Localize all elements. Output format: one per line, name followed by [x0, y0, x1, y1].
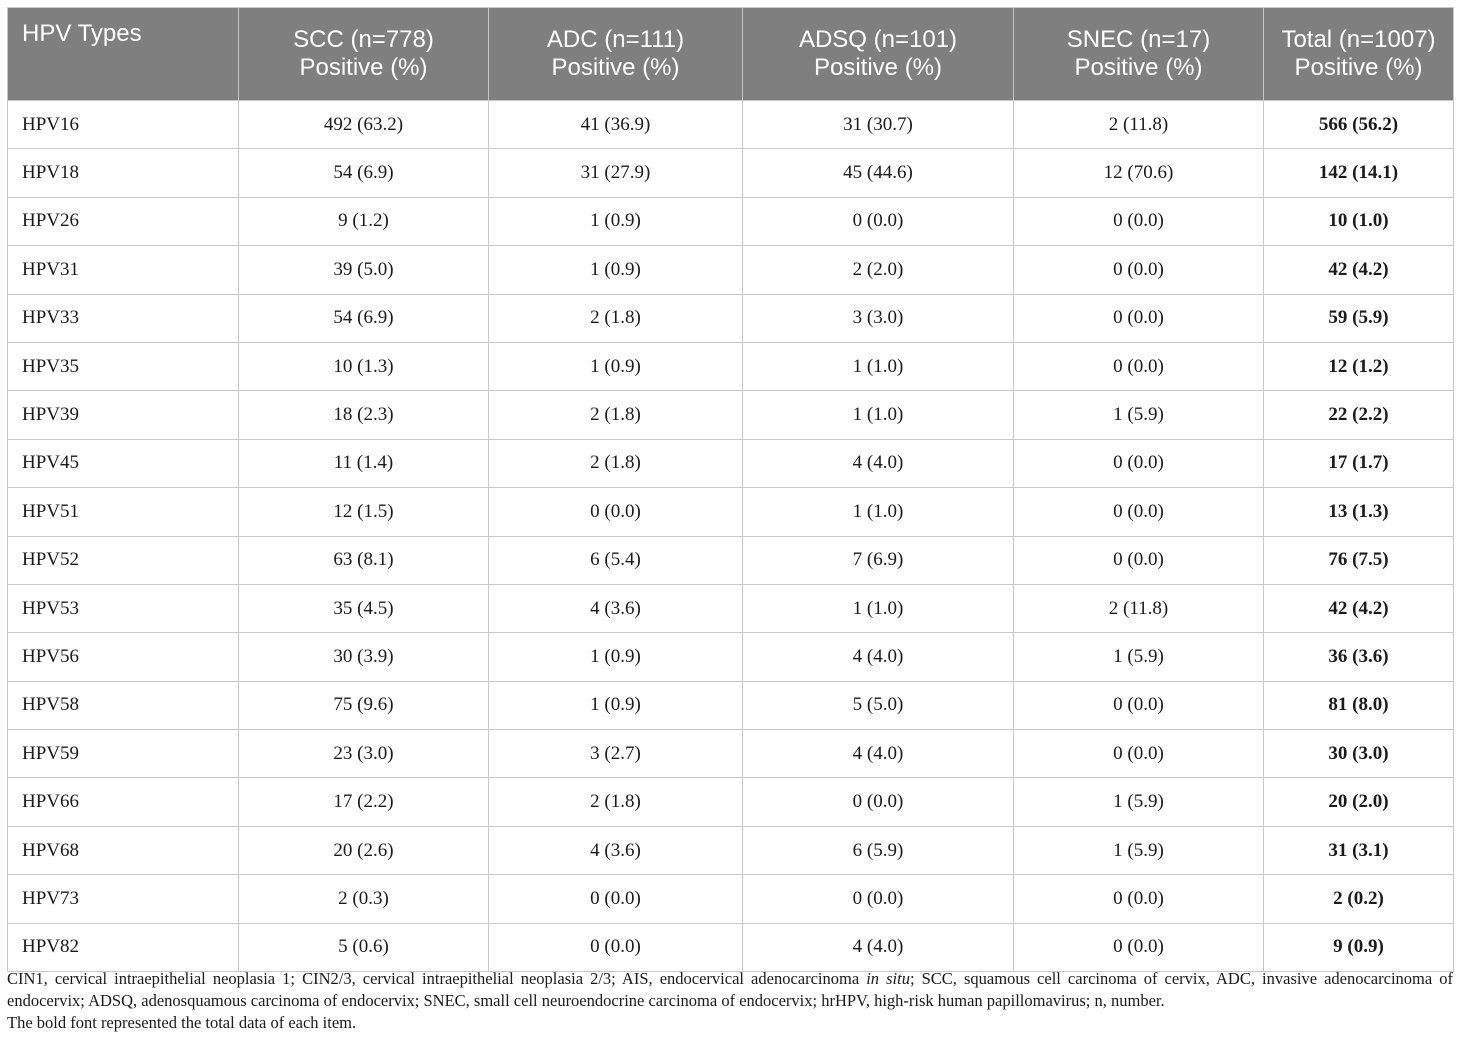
- cell-snec: 0 (0.0): [1014, 875, 1264, 923]
- table-row: [8, 342, 1454, 390]
- cell-total: 566 (56.2): [1264, 101, 1454, 149]
- table-row: [8, 101, 1454, 149]
- cell-snec: 0 (0.0): [1014, 439, 1264, 487]
- cell-adc: 6 (5.4): [489, 536, 743, 584]
- cell-total: 9 (0.9): [1264, 923, 1454, 971]
- table-row: [8, 536, 1454, 584]
- cell-scc: 11 (1.4): [239, 439, 489, 487]
- cell-scc: 9 (1.2): [239, 197, 489, 245]
- cell-total: 76 (7.5): [1264, 536, 1454, 584]
- cell-snec: 0 (0.0): [1014, 730, 1264, 778]
- cell-type: HPV73: [8, 875, 239, 923]
- table-row: [8, 294, 1454, 342]
- cell-type: HPV39: [8, 391, 239, 439]
- cell-adsq: 0 (0.0): [743, 875, 1014, 923]
- header-total: Total (n=1007) Positive (%): [1264, 8, 1454, 101]
- cell-adsq: 6 (5.9): [743, 826, 1014, 874]
- cell-type: HPV52: [8, 536, 239, 584]
- cell-adc: 0 (0.0): [489, 488, 743, 536]
- cell-type: HPV59: [8, 730, 239, 778]
- cell-snec: 1 (5.9): [1014, 633, 1264, 681]
- cell-type: HPV51: [8, 488, 239, 536]
- cell-scc: 20 (2.6): [239, 826, 489, 874]
- cell-snec: 0 (0.0): [1014, 197, 1264, 245]
- cell-snec: 0 (0.0): [1014, 681, 1264, 729]
- cell-scc: 492 (63.2): [239, 101, 489, 149]
- table-row: [8, 584, 1454, 632]
- table-header: [8, 8, 1454, 101]
- cell-total: 13 (1.3): [1264, 488, 1454, 536]
- table-body: [8, 101, 1454, 972]
- cell-total: 22 (2.2): [1264, 391, 1454, 439]
- table-row: [8, 730, 1454, 778]
- cell-total: 36 (3.6): [1264, 633, 1454, 681]
- cell-scc: 35 (4.5): [239, 584, 489, 632]
- cell-type: HPV35: [8, 342, 239, 390]
- cell-adsq: 4 (4.0): [743, 923, 1014, 971]
- cell-snec: 0 (0.0): [1014, 488, 1264, 536]
- cell-adc: 4 (3.6): [489, 584, 743, 632]
- table-row: [8, 488, 1454, 536]
- cell-adc: 0 (0.0): [489, 923, 743, 971]
- cell-adc: 41 (36.9): [489, 101, 743, 149]
- cell-adc: 3 (2.7): [489, 730, 743, 778]
- cell-scc: 54 (6.9): [239, 149, 489, 197]
- cell-type: HPV56: [8, 633, 239, 681]
- hpv-types-table: [7, 7, 1454, 972]
- cell-adsq: 0 (0.0): [743, 197, 1014, 245]
- cell-total: 81 (8.0): [1264, 681, 1454, 729]
- cell-adsq: 7 (6.9): [743, 536, 1014, 584]
- cell-total: 2 (0.2): [1264, 875, 1454, 923]
- cell-scc: 75 (9.6): [239, 681, 489, 729]
- table-row: [8, 391, 1454, 439]
- table-row: [8, 149, 1454, 197]
- cell-adc: 31 (27.9): [489, 149, 743, 197]
- cell-adc: 1 (0.9): [489, 342, 743, 390]
- cell-scc: 39 (5.0): [239, 246, 489, 294]
- cell-adsq: 4 (4.0): [743, 633, 1014, 681]
- cell-adsq: 31 (30.7): [743, 101, 1014, 149]
- cell-adsq: 1 (1.0): [743, 488, 1014, 536]
- cell-total: 42 (4.2): [1264, 246, 1454, 294]
- cell-adsq: 5 (5.0): [743, 681, 1014, 729]
- table-footnote: [7, 968, 1453, 1034]
- cell-snec: 0 (0.0): [1014, 536, 1264, 584]
- abbreviations-note: CIN1, cervical intraepithelial neoplasia 1; CIN2/3, cervical intraepithelial neoplasia 2/3; AIS, endocervical adenocarcinoma in situ; SCC, squamous cell carcinoma of cervix, ADC, invasive adenocarcinoma of endocervix; ADSQ, adenosquamous carcinoma of endocervix; SNEC, small cell neuroendocrine carcinoma of endocervix; hrHPV, high-risk human papillomavirus; n, number.: [7, 969, 1453, 1010]
- cell-type: HPV66: [8, 778, 239, 826]
- cell-adsq: 3 (3.0): [743, 294, 1014, 342]
- cell-snec: 12 (70.6): [1014, 149, 1264, 197]
- cell-scc: 10 (1.3): [239, 342, 489, 390]
- cell-adc: 0 (0.0): [489, 875, 743, 923]
- bold-font-note: The bold font represented the total data of each item.: [7, 1013, 357, 1032]
- cell-scc: 12 (1.5): [239, 488, 489, 536]
- cell-total: 10 (1.0): [1264, 197, 1454, 245]
- cell-adsq: 45 (44.6): [743, 149, 1014, 197]
- table-row: [8, 923, 1454, 971]
- cell-scc: 54 (6.9): [239, 294, 489, 342]
- cell-adc: 2 (1.8): [489, 391, 743, 439]
- cell-snec: 1 (5.9): [1014, 778, 1264, 826]
- cell-scc: 18 (2.3): [239, 391, 489, 439]
- cell-adc: 1 (0.9): [489, 197, 743, 245]
- header-hpv-types: HPV Types: [8, 8, 239, 101]
- cell-scc: 5 (0.6): [239, 923, 489, 971]
- cell-adc: 1 (0.9): [489, 681, 743, 729]
- cell-adc: 2 (1.8): [489, 294, 743, 342]
- cell-snec: 0 (0.0): [1014, 246, 1264, 294]
- cell-scc: 63 (8.1): [239, 536, 489, 584]
- cell-type: HPV58: [8, 681, 239, 729]
- header-snec: SNEC (n=17) Positive (%): [1014, 8, 1264, 101]
- header-adsq: ADSQ (n=101) Positive (%): [743, 8, 1014, 101]
- cell-adc: 2 (1.8): [489, 778, 743, 826]
- cell-type: HPV82: [8, 923, 239, 971]
- cell-total: 31 (3.1): [1264, 826, 1454, 874]
- cell-snec: 1 (5.9): [1014, 391, 1264, 439]
- cell-scc: 23 (3.0): [239, 730, 489, 778]
- cell-type: HPV45: [8, 439, 239, 487]
- cell-scc: 30 (3.9): [239, 633, 489, 681]
- cell-adsq: 1 (1.0): [743, 391, 1014, 439]
- cell-snec: 0 (0.0): [1014, 342, 1264, 390]
- cell-type: HPV18: [8, 149, 239, 197]
- cell-scc: 17 (2.2): [239, 778, 489, 826]
- header-row: [8, 8, 1454, 101]
- cell-snec: 0 (0.0): [1014, 294, 1264, 342]
- cell-adsq: 1 (1.0): [743, 342, 1014, 390]
- table-row: [8, 826, 1454, 874]
- cell-type: HPV16: [8, 101, 239, 149]
- cell-total: 42 (4.2): [1264, 584, 1454, 632]
- cell-snec: 0 (0.0): [1014, 923, 1264, 971]
- cell-type: HPV31: [8, 246, 239, 294]
- table-row: [8, 875, 1454, 923]
- cell-type: HPV53: [8, 584, 239, 632]
- cell-total: 142 (14.1): [1264, 149, 1454, 197]
- cell-total: 30 (3.0): [1264, 730, 1454, 778]
- cell-adc: 1 (0.9): [489, 633, 743, 681]
- cell-type: HPV33: [8, 294, 239, 342]
- cell-total: 12 (1.2): [1264, 342, 1454, 390]
- cell-adsq: 4 (4.0): [743, 439, 1014, 487]
- table-row: [8, 439, 1454, 487]
- cell-snec: 2 (11.8): [1014, 101, 1264, 149]
- cell-snec: 1 (5.9): [1014, 826, 1264, 874]
- cell-snec: 2 (11.8): [1014, 584, 1264, 632]
- cell-adsq: 1 (1.0): [743, 584, 1014, 632]
- header-scc: SCC (n=778) Positive (%): [239, 8, 489, 101]
- table-row: [8, 246, 1454, 294]
- cell-total: 59 (5.9): [1264, 294, 1454, 342]
- table-row: [8, 778, 1454, 826]
- table-row: [8, 197, 1454, 245]
- cell-type: HPV26: [8, 197, 239, 245]
- header-adc: ADC (n=111) Positive (%): [489, 8, 743, 101]
- cell-adsq: 0 (0.0): [743, 778, 1014, 826]
- cell-adsq: 4 (4.0): [743, 730, 1014, 778]
- table-row: [8, 681, 1454, 729]
- cell-adc: 2 (1.8): [489, 439, 743, 487]
- cell-adc: 4 (3.6): [489, 826, 743, 874]
- cell-adsq: 2 (2.0): [743, 246, 1014, 294]
- cell-scc: 2 (0.3): [239, 875, 489, 923]
- cell-total: 20 (2.0): [1264, 778, 1454, 826]
- cell-total: 17 (1.7): [1264, 439, 1454, 487]
- cell-type: HPV68: [8, 826, 239, 874]
- table-row: [8, 633, 1454, 681]
- cell-adc: 1 (0.9): [489, 246, 743, 294]
